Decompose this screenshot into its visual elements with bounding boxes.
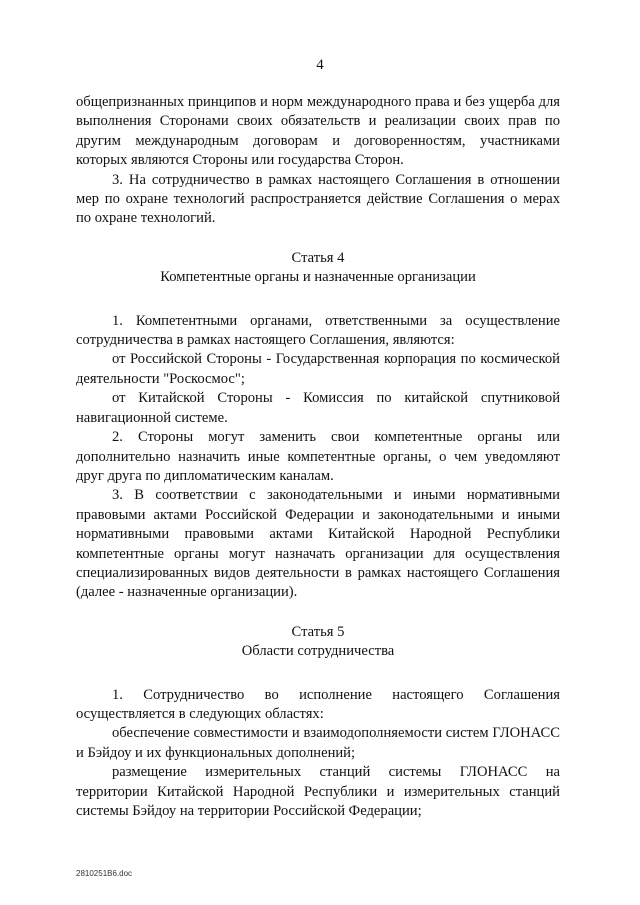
article-spacing xyxy=(76,229,560,249)
document-body xyxy=(76,93,560,821)
paragraph: общепризнанных принципов и норм международного права и без ущерба для выполнения Сторонами своих обязательств и реализации своих прав по другим международным договорам и договоренностям, участниками которых являются Стороны или государства Сторон. xyxy=(76,94,560,169)
paragraph: от Китайской Стороны - Комиссия по китайской спутниковой навигационной системе. xyxy=(76,390,560,426)
paragraph: 2. Стороны могут заменить свои компетентные органы или дополнительно назначить иные компетентные органы, о чем уведомляют друг друга по дипломатическим каналам. xyxy=(76,429,560,484)
article-spacing xyxy=(76,662,560,686)
paragraph: размещение измерительных станций системы ГЛОНАСС на территории Китайской Народной Республики и измерительных станций системы Бэйдоу на территории Российской Федерации; xyxy=(76,764,560,819)
paragraph: обеспечение совместимости и взаимодополняемости систем ГЛОНАСС и Бэйдоу и их функциональных дополнений; xyxy=(76,725,560,761)
article-spacing xyxy=(76,603,560,623)
paragraph: от Российской Стороны - Государственная корпорация по космической деятельности "Роскосмос"; xyxy=(76,351,560,387)
article-subtitle: Области сотрудничества xyxy=(241,643,395,660)
paragraph: 1. Компетентными органами, ответственными за осуществление сотрудничества в рамках настоящего Соглашения, являются: xyxy=(76,312,560,349)
paragraph: 1. Сотрудничество во исполнение настоящего Соглашения осуществляется в следующих областях: xyxy=(76,686,560,722)
paragraph: 3. В соответствии с законодательными и иными нормативными правовыми актами Российской Федерации и законодательными и иными нормативными правовыми актами Китайской Народной Республики компетентные органы могут назначать организации для осуществления специализированных видов деятельности в рамках настоящего Соглашения (далее - назначенные организации). xyxy=(76,487,560,601)
article-title: Статья 5 xyxy=(291,623,345,640)
document-footer-filename: 2810251В6.doc xyxy=(76,869,133,878)
page-number: 4 xyxy=(316,57,324,73)
article-spacing xyxy=(76,288,560,312)
article-title: Статья 4 xyxy=(291,249,345,266)
article-subtitle: Компетентные органы и назначенные организации xyxy=(160,269,476,286)
paragraph: 3. На сотрудничество в рамках настоящего Соглашения в отношении мер по охране технологий распространяется действие Соглашения о мерах по охране технологий. xyxy=(76,171,560,227)
